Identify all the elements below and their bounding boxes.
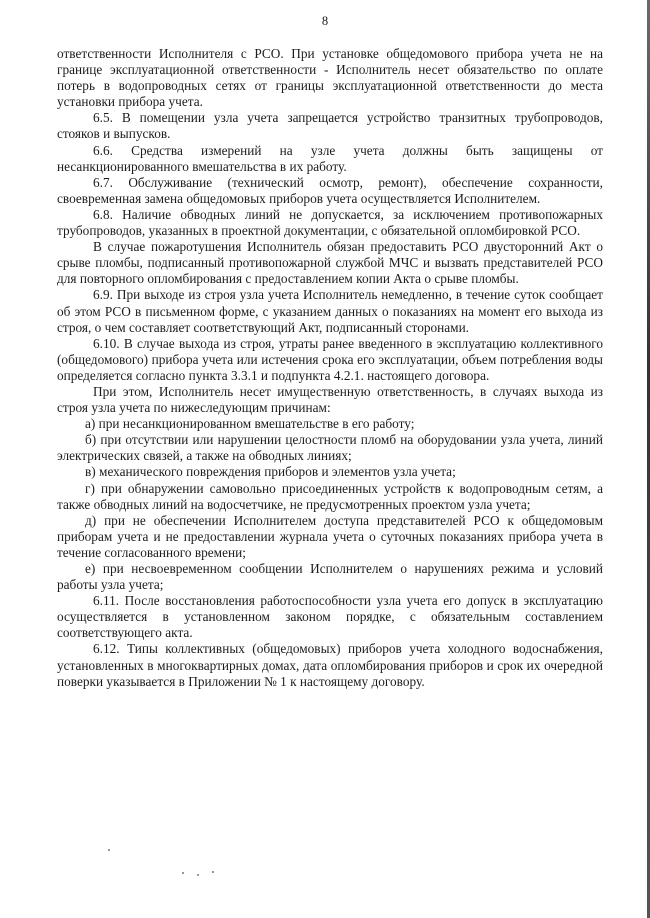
- scan-speck: [182, 872, 184, 874]
- paragraph-6-7: 6.7. Обслуживание (технический осмотр, ремонт), обеспечение сохранности, своевременная замена общедомовых приборов учета осуществляется Исполнителем.: [57, 174, 603, 206]
- page-number: 8: [321, 14, 329, 28]
- list-item-d: д) при не обеспечении Исполнителем доступа представителей РСО к общедомовым приборам учета и не предоставлении журнала учета о суточных показаниях прибора учета в течение согласованного времени;: [57, 512, 603, 560]
- scan-speck: [197, 874, 199, 876]
- paragraph-6-6: 6.6. Средства измерений на узле учета должны быть защищены от несанкционированного вмешательства в их работу.: [57, 142, 603, 174]
- list-item-g: г) при обнаружении самовольно присоединенных устройств к водопроводным сетям, а также обводных линий на водосчетчике, не предусмотренных проектом узла учета;: [57, 480, 603, 512]
- list-item-a: а) при несанкционированном вмешательстве в его работу;: [85, 416, 415, 432]
- paragraph-continuation: ответственности Исполнителя с РСО. При установке общедомового прибора учета не на границе эксплуатационной ответственности - Исполнитель несет обязательство по оплате потерь в водопроводных сетях от границы эксплуатационной ответственности до места установки прибора учета.: [57, 46, 603, 110]
- scan-speck: [108, 849, 110, 851]
- scan-speck: [212, 871, 214, 873]
- paragraph-6-10: 6.10. В случае выхода из строя, утраты ранее введенного в эксплуатацию коллективного (общедомового) прибора учета или истечения срока его эксплуатации, объем потребления воды определяется согласно пункта 3.3.1 и подпункта 4.2.1. настоящего договора.: [57, 335, 603, 383]
- paragraph-6-12: 6.12. Типы коллективных (общедомовых) приборов учета холодного водоснабжения, установленных в многоквартирных домах, дата опломбирования приборов и срок их очередной поверки указывается в Приложении № 1 к настоящему договору.: [57, 641, 603, 689]
- paragraph-6-9: 6.9. При выходе из строя узла учета Исполнитель немедленно, в течение суток сообщает об этом РСО в письменном форме, с указанием данных о показаниях на момент его выхода из строя, о чем составляет соответствующий Акт, подписанный сторонами.: [57, 287, 603, 335]
- paragraph-6-8: 6.8. Наличие обводных линий не допускается, за исключением противопожарных трубопроводов, указанных в проектной документации, с обязательной опломбировкой РСО.: [57, 206, 603, 239]
- paragraph-6-11: 6.11. После восстановления работоспособности узла учета его допуск в эксплуатацию осуществляется в установленном законом порядке, с обязательным составлением соответствующего акта.: [57, 593, 603, 641]
- list-item-b: б) при отсутствии или нарушении целостности пломб на оборудовании узла учета, линий электрических связей, а также на обводных линиях;: [57, 432, 603, 464]
- list-item-v: в) механического повреждения приборов и элементов узла учета;: [85, 464, 456, 480]
- paragraph-6-5: 6.5. В помещении узла учета запрещается устройство транзитных трубопроводов, стояков и выпусков.: [57, 110, 603, 142]
- paragraph-fire-case: В случае пожаротушения Исполнитель обязан предоставить РСО двусторонний Акт о срыве пломбы, подписанный противопожарной службой МЧС и вызвать представителей РСО для повторного опломбирования с предоставлением копии Акта о срыве пломбы.: [57, 239, 603, 287]
- list-item-e: е) при несвоевременном сообщении Исполнителем о нарушениях режима и условий работы узла учета;: [57, 561, 603, 593]
- paragraph-liability: При этом, Исполнитель несет имущественную ответственность, в случаях выхода из строя узла учета по нижеследующим причинам:: [57, 383, 603, 416]
- document-body: [57, 46, 603, 690]
